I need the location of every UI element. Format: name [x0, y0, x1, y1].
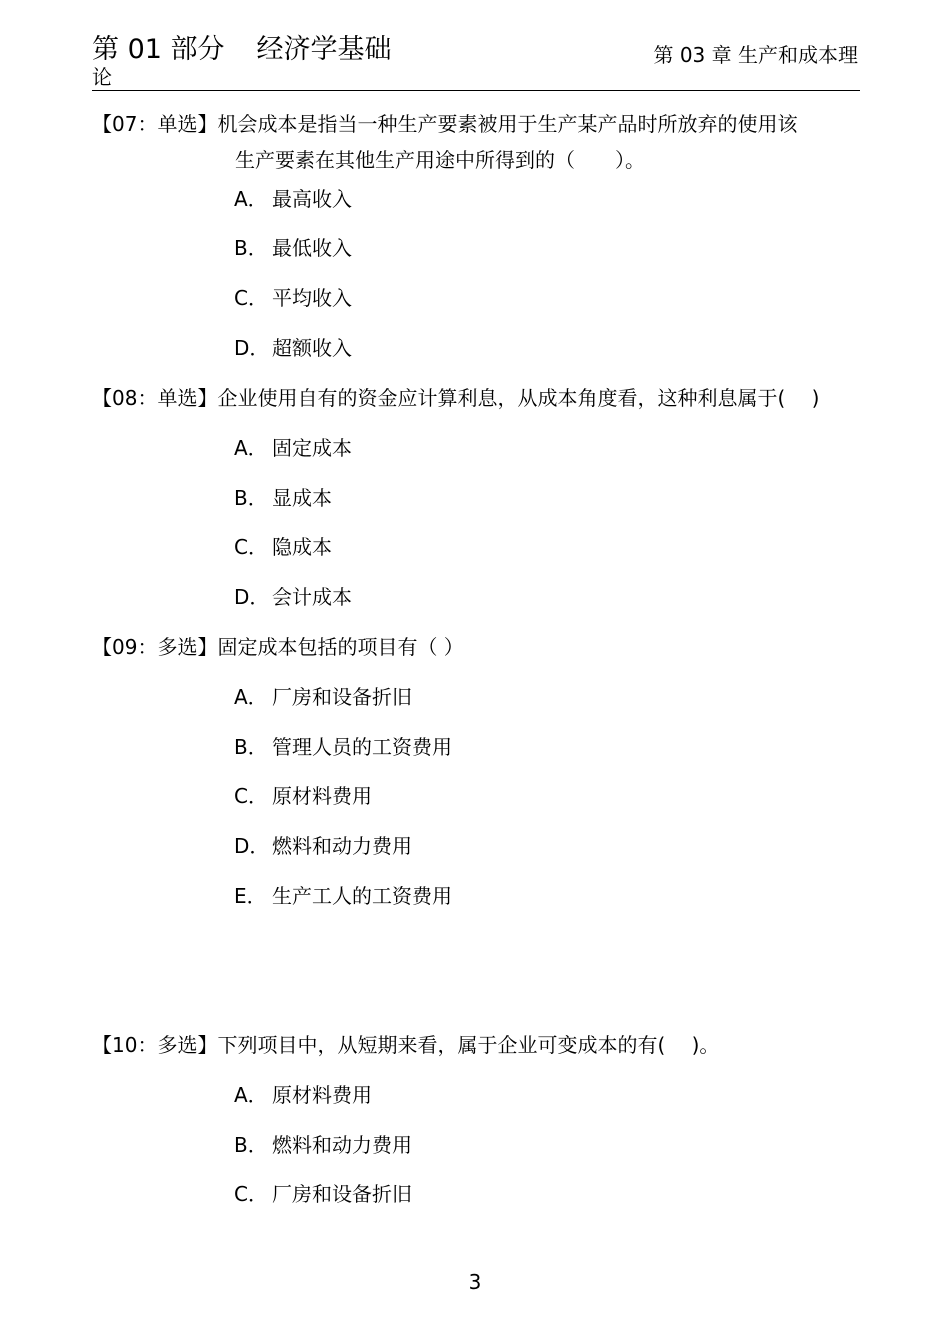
part-title: 经济学基础 [256, 34, 392, 65]
option-letter: D． [234, 834, 270, 858]
option-a [234, 1081, 372, 1109]
option-text: 最低收入 [272, 236, 352, 260]
option-text: 会计成本 [272, 585, 352, 609]
option-letter: B． [234, 735, 268, 759]
header-divider [92, 90, 860, 91]
option-b [234, 484, 332, 512]
page-header-chapter-continuation: 论 [92, 65, 112, 89]
option-letter: A． [234, 187, 268, 211]
question-text: 机会成本是指当一种生产要素被用于生产某产品时所放弃的使用该 [217, 112, 798, 136]
question-09 [92, 629, 860, 665]
option-a [234, 683, 412, 711]
question-label: 【08：单选】 [92, 386, 218, 410]
option-a [234, 185, 352, 213]
option-c [234, 533, 332, 561]
option-b [234, 234, 352, 262]
option-c [234, 284, 352, 312]
option-d [234, 334, 352, 362]
page-header-chapter: 第 03 章 生产和成本理 [653, 43, 858, 67]
question-text: 固定成本包括的项目有（ ） [217, 635, 464, 659]
page-header-part [92, 34, 392, 66]
question-07 [92, 106, 860, 178]
option-text: 生产工人的工资费用 [272, 884, 452, 908]
option-text: 厂房和设备折旧 [272, 685, 412, 709]
option-letter: C． [234, 1182, 268, 1206]
question-text: 企业使用自有的资金应计算利息，从成本角度看，这种利息属于( ) [217, 386, 820, 410]
option-letter: A． [234, 685, 268, 709]
question-10 [92, 1027, 860, 1063]
part-number: 第 01 部分 [92, 34, 225, 65]
question-label: 【09：多选】 [92, 635, 218, 659]
option-text: 厂房和设备折旧 [272, 1182, 412, 1206]
option-letter: A． [234, 1083, 268, 1107]
option-text: 燃料和动力费用 [272, 1133, 412, 1157]
option-text: 显成本 [272, 486, 332, 510]
option-letter: A． [234, 436, 268, 460]
question-label: 【10：多选】 [92, 1033, 218, 1057]
option-b [234, 733, 452, 761]
option-letter: B． [234, 486, 268, 510]
option-text: 燃料和动力费用 [272, 834, 412, 858]
option-letter: C． [234, 286, 268, 310]
question-08 [92, 380, 860, 416]
option-text: 平均收入 [272, 286, 352, 310]
option-text: 原材料费用 [272, 1083, 372, 1107]
option-letter: B． [234, 1133, 268, 1157]
option-text: 隐成本 [272, 535, 332, 559]
option-letter: B． [234, 236, 268, 260]
option-text: 原材料费用 [272, 784, 372, 808]
option-letter: C． [234, 784, 268, 808]
option-letter: D． [234, 336, 270, 360]
option-text: 超额收入 [272, 336, 352, 360]
question-text-continued: 生产要素在其他生产用途中所得到的（ ）。 [235, 148, 645, 172]
option-text: 固定成本 [272, 436, 352, 460]
option-c [234, 1180, 412, 1208]
option-e [234, 882, 452, 910]
option-d [234, 832, 412, 860]
question-label: 【07：单选】 [92, 112, 218, 136]
option-letter: C． [234, 535, 268, 559]
option-letter: D． [234, 585, 270, 609]
option-a [234, 434, 352, 462]
option-text: 最高收入 [272, 187, 352, 211]
option-text: 管理人员的工资费用 [272, 735, 452, 759]
option-b [234, 1131, 412, 1159]
page-number: 3 [468, 1270, 482, 1294]
option-c [234, 782, 372, 810]
option-d [234, 583, 352, 611]
question-text: 下列项目中，从短期来看，属于企业可变成本的有( )。 [217, 1033, 720, 1057]
option-letter: E． [234, 884, 267, 908]
